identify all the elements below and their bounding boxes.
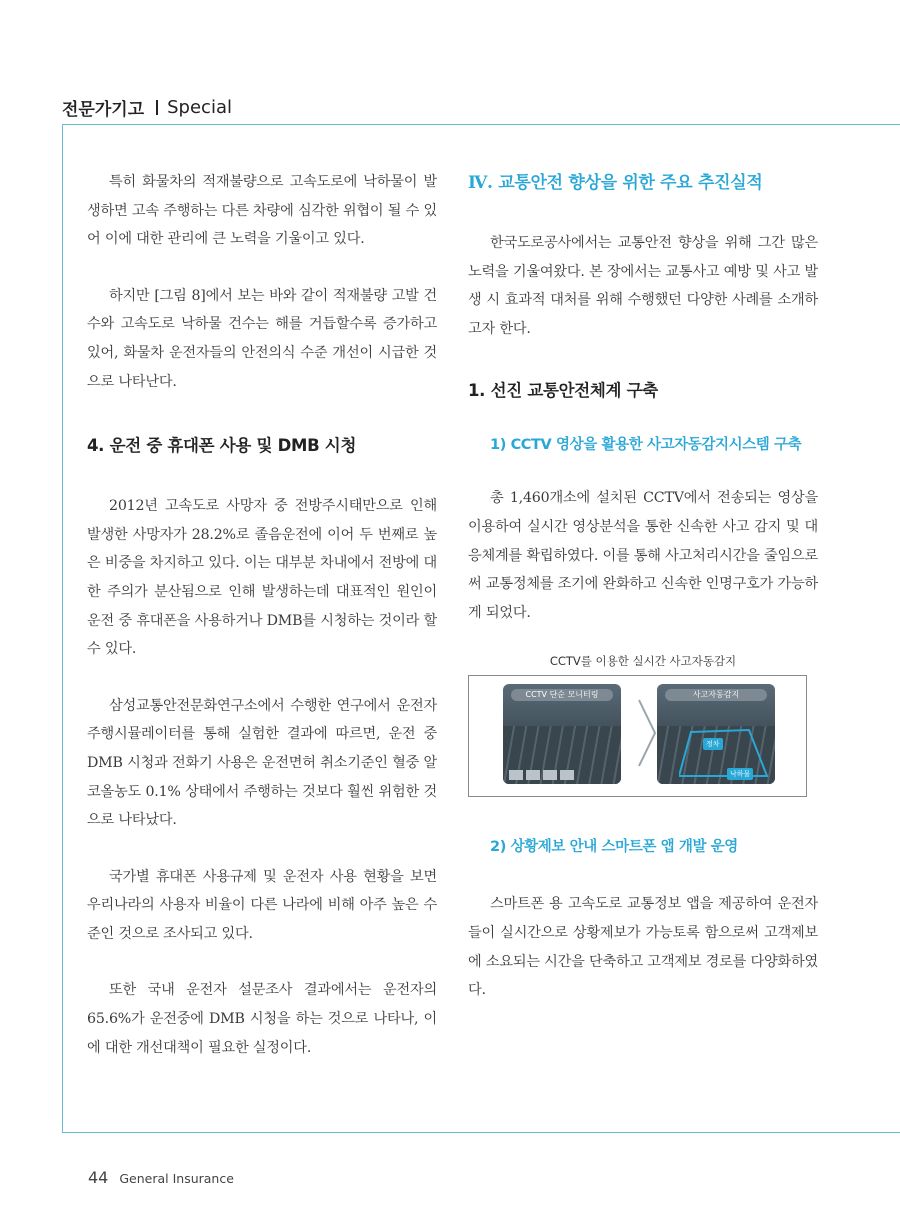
panel-label: CCTV 단순 모니터링	[511, 689, 613, 701]
subsection-heading: 2) 상황제보 안내 스마트폰 앱 개발 운영	[490, 839, 738, 856]
paragraph: 국가별 휴대폰 사용규제 및 운전자 사용 현황을 보면 우리나라의 사용자 비율이 다른 나라에 비해 아주 높은 수준인 것으로 조사되고 있다.	[87, 868, 437, 942]
paragraph: 스마트폰 용 고속도로 교통정보 앱을 제공하여 운전자들이 실시간으로 상황제보가 가능토록 함으로써 고객제보에 소요되는 시간을 단축하고 고객제보 경로를 다양화하였다.	[468, 896, 818, 999]
chapter-heading: Ⅳ. 교통안전 향상을 위한 주요 추진실적	[468, 173, 763, 193]
paragraph: 한국도로공사에서는 교통안전 향상을 위해 그간 많은 노력을 기울여왔다. 본 장에서는 교통사고 예방 및 사고 발생 시 효과적 대처를 위해 수행했던 다양한 사례를 소개하고자 한다.	[468, 235, 818, 337]
detection-panel	[657, 684, 775, 784]
page-footer	[88, 1168, 234, 1187]
header-divider	[156, 100, 158, 115]
paragraph: 또한 국내 운전자 설문조사 결과에서는 운전자의 65.6%가 운전중에 DMB 시청을 하는 것으로 나타나, 이에 대한 개선대책이 필요한 실정이다.	[87, 982, 437, 1056]
paragraph: 특히 화물차의 적재불량으로 고속도로에 낙하물이 발생하면 고속 주행하는 다른 차량에 심각한 위협이 될 수 있어 이에 대한 관리에 큰 노력을 기울이고 있다.	[87, 174, 437, 248]
paragraph: 총 1,460개소에 설치된 CCTV에서 전송되는 영상을 이용하여 실시간 영상분석을 통한 신속한 사고 감지 및 대응체계를 확립하였다. 이를 통해 사고처리시간을 줄임으로써 교통정체를 조기에 완화하고 신속한 인명구호가 가능하게 되었다.	[468, 490, 818, 621]
figure-caption: CCTV를 이용한 실시간 사고자동감지	[549, 654, 737, 669]
debris-marker: 낙하물	[727, 768, 753, 780]
left-column	[87, 168, 437, 1062]
chevron-right-icon	[637, 698, 657, 768]
right-column	[468, 168, 818, 1005]
cctv-figure	[468, 675, 807, 797]
detection-zone-icon	[679, 728, 769, 778]
page-number: 44	[88, 1168, 109, 1187]
stopped-vehicle-marker: 정차	[703, 738, 723, 750]
section-header	[62, 95, 232, 120]
section-heading: 1. 선진 교통안전체계 구축	[468, 381, 658, 401]
paragraph: 삼성교통안전문화연구소에서 수행한 연구에서 운전자 주행시뮬레이터를 통해 실험한 결과에 따르면, 운전 중 DMB 시청과 전화기 사용은 운전면허 취소기준인 혈중 알코올농도 0.1% 상태에서 주행하는 것보다 훨씬 위험한 것으로 나타났다.	[87, 697, 437, 829]
header-tag: Special	[167, 97, 232, 118]
thumbnail-strip	[509, 770, 574, 780]
monitoring-panel	[503, 684, 621, 784]
paragraph: 2012년 고속도로 사망자 중 전방주시태만으로 인해 발생한 사망자가 28.2%로 졸음운전에 이어 두 번째로 높은 비중을 차지하고 있다. 이는 대부분 차내에서 전방에 대한 주의가 분산됨으로 인해 발생하는데 대표적인 원인이 운전 중 휴대폰을 사용하거나 DMB를 시청하는 것이라 할 수 있다.	[87, 498, 437, 658]
subsection-heading: 1) CCTV 영상을 활용한 사고자동감지시스템 구축	[490, 437, 802, 454]
section-heading: 4. 운전 중 휴대폰 사용 및 DMB 시청	[87, 436, 357, 456]
panel-label: 사고자동감지	[665, 689, 767, 701]
publication-name: General Insurance	[119, 1171, 234, 1186]
header-title: 전문가기고	[62, 100, 145, 120]
paragraph: 하지만 [그림 8]에서 보는 바와 같이 적재불량 고발 건수와 고속도로 낙하물 건수는 해를 거듭할수록 증가하고 있어, 화물차 운전자들의 안전의식 수준 개선이 시급한 것으로 나타난다.	[87, 287, 437, 390]
